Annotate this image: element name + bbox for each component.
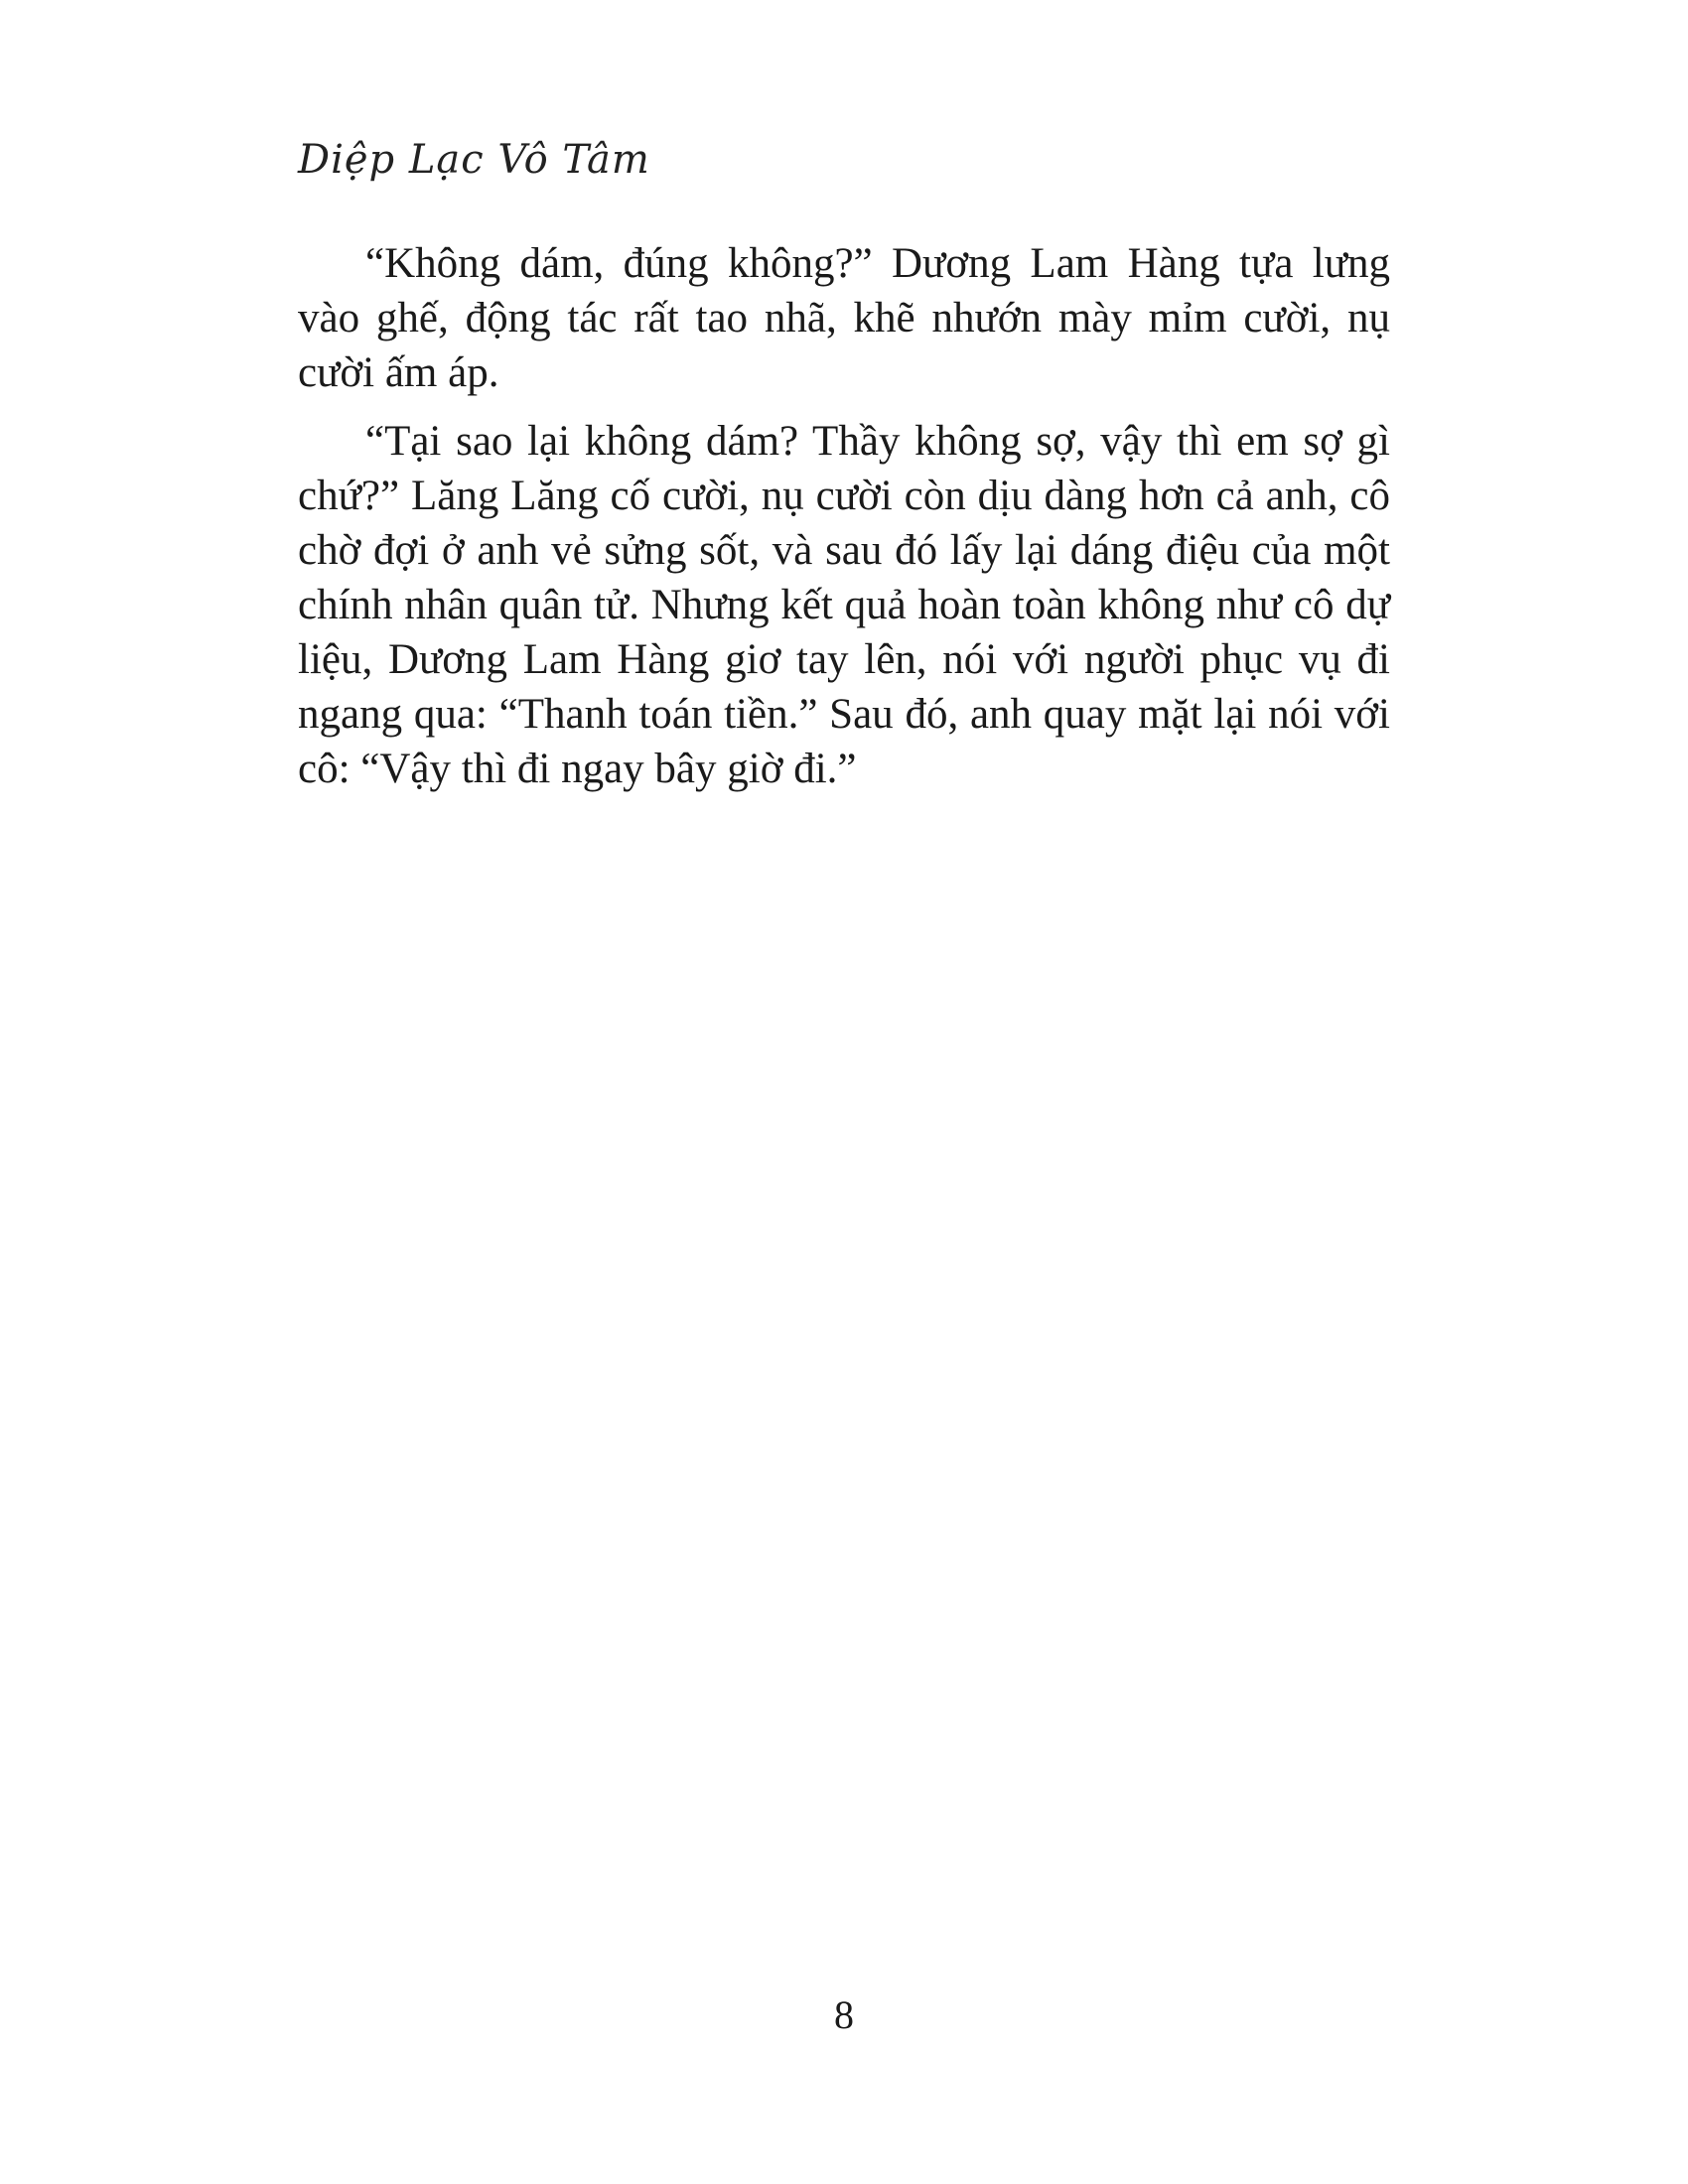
running-header-book-title: Diệp Lạc Vô Tâm [298,137,650,183]
paragraph: “Tại sao lại không dám? Thầy không sợ, vậy thì em sợ gì chứ?” Lăng Lăng cố cười, nụ cười còn dịu dàng hơn cả anh, cô chờ đợi ở anh vẻ sửng sốt, và sau đó lấy lại dáng điệu của một chính nhân quân tử. Nhưng kết quả hoàn toàn không như cô dự liệu, Dương Lam Hàng giơ tay lên, nói với người phục vụ đi ngang qua: “Thanh toán tiền.” Sau đó, anh quay mặt lại nói với cô: “Vậy thì đi ngay bây giờ đi.” [298,418,1390,792]
body-text [298,236,1390,810]
page-number: 8 [834,1992,854,2037]
paragraph: “Không dám, đúng không?” Dương Lam Hàng tựa lưng vào ghế, động tác rất tao nhã, khẽ nhướn mày mỉm cười, nụ cười ấm áp. [298,240,1390,396]
